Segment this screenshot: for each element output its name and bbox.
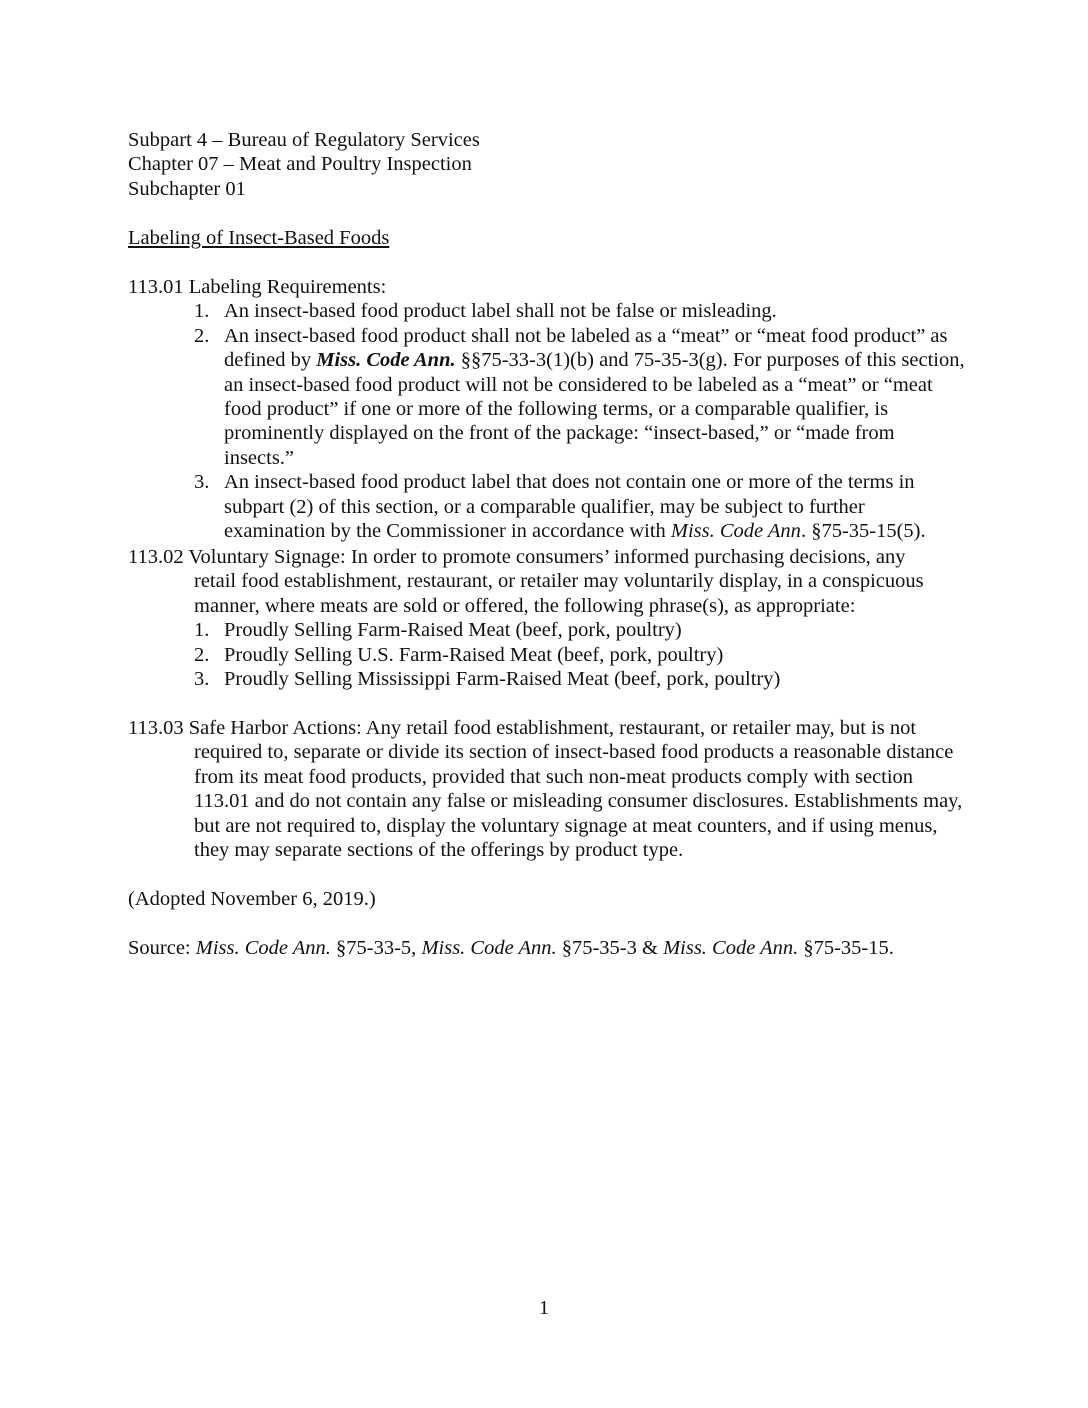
signage-list: [128, 618, 968, 691]
section-113-01: [128, 275, 968, 543]
item-text-part: §§75-33-3(1)(b) and 75-35-3(g). For purposes of this section, an insect-based food product will not be considered to be labeled as a “meat” or “meat food product” if one or more of the following terms, or a comparable qualifier, is prominently displayed on the front of the package: “insect-based,” or “made from insects.”: [224, 349, 965, 469]
list-item: [128, 324, 968, 470]
code-citation: Miss. Code Ann.: [663, 937, 799, 959]
list-item: [128, 299, 968, 323]
adoption-note: (Adopted November 6, 2019.): [128, 888, 376, 910]
section-113-02: [128, 545, 968, 691]
section-body: retail food establishment, restaurant, or retailer may voluntarily display, in a conspicuous manner, where meats are sold or offered, the following phrase(s), as appropriate:: [194, 570, 924, 617]
section-113-03: [128, 716, 968, 862]
code-citation: Miss. Code Ann.: [316, 349, 456, 372]
item-text: Proudly Selling U.S. Farm-Raised Meat (beef, pork, poultry): [224, 643, 724, 666]
item-text: [224, 471, 926, 542]
item-number: 2.: [194, 643, 210, 666]
item-text-part: An insect-based food product shall not be labeled as a “meat” or “meat food product” as defined by: [224, 324, 948, 372]
item-number: 2.: [194, 324, 210, 347]
list-item: [128, 470, 968, 543]
item-number: 1.: [194, 300, 210, 323]
code-citation: Miss. Code Ann: [670, 520, 801, 543]
item-number: 1.: [194, 619, 210, 642]
section-heading: 113.01 Labeling Requirements:: [128, 276, 387, 298]
source-line: [128, 936, 968, 960]
item-text: Proudly Selling Mississippi Farm-Raised Meat (beef, pork, poultry): [224, 668, 781, 691]
item-text: Proudly Selling Farm-Raised Meat (beef, pork, poultry): [224, 619, 682, 642]
list-item: [128, 643, 968, 667]
item-text-part: An insect-based food product label that does not contain one or more of the terms in subpart (2) of this section, or a comparable qualifier, may be subject to further examination by the Commissioner in accordance with: [224, 471, 915, 543]
item-text: An insect-based food product label shall not be false or misleading.: [224, 300, 777, 323]
source-text: §75-35-3 &: [556, 937, 664, 959]
section-heading: 113.02 Voluntary Signage: In order to promote consumers’ informed purchasing decisions, any: [128, 546, 906, 568]
list-item: [128, 667, 968, 691]
item-text-part: . §75-35-15(5).: [800, 520, 926, 543]
chapter-line: Chapter 07 – Meat and Poultry Inspection: [128, 153, 472, 176]
list-item: [128, 618, 968, 642]
item-number: 3.: [194, 668, 210, 691]
document-header: [128, 128, 968, 201]
code-citation: Miss. Code Ann.: [421, 937, 557, 959]
section-heading: 113.03 Safe Harbor Actions: Any retail food establishment, restaurant, or retailer may, but is not: [128, 717, 917, 739]
item-text: [224, 325, 965, 469]
code-citation: Miss. Code Ann.: [195, 937, 331, 959]
page-number: 1: [538, 1297, 550, 1319]
document-title: Labeling of Insect-Based Foods: [128, 227, 390, 249]
section-body: required to, separate or divide its section of insect-based food products a reasonable distance from its meat food products, provided that such non-meat products comply with section 113.01 and do not contain any false or misleading consumer disclosures. Establishments may, but are not required to, display the voluntary signage at meat counters, and if using menus, they may separate sections of the offerings by product type.: [194, 741, 963, 862]
subpart-line: Subpart 4 – Bureau of Regulatory Services: [128, 129, 480, 151]
source-text: §75-35-15.: [798, 937, 894, 959]
subchapter-line: Subchapter 01: [128, 177, 246, 200]
requirements-list: [128, 299, 968, 543]
source-label: Source:: [128, 937, 196, 959]
source-text: §75-33-5,: [330, 937, 422, 959]
item-number: 3.: [194, 471, 210, 494]
